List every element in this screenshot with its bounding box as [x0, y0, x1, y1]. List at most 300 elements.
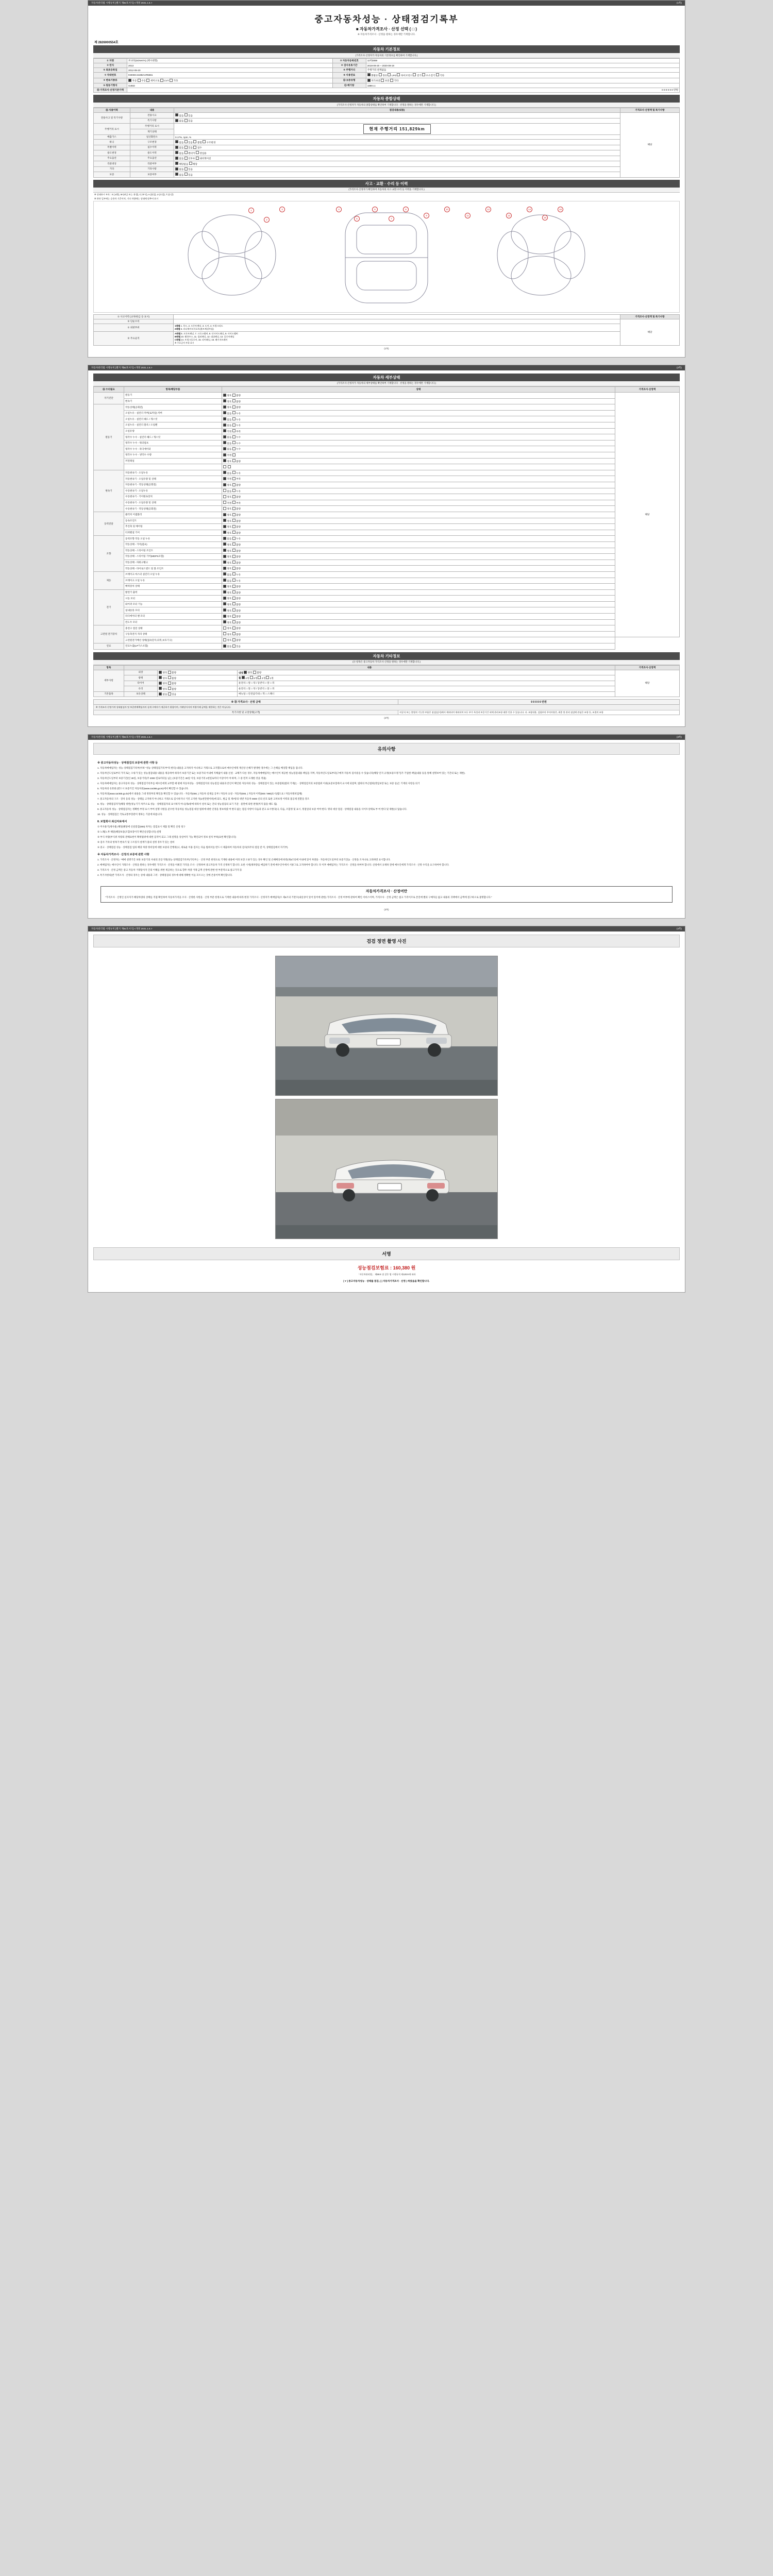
option[interactable]	[232, 532, 241, 534]
option[interactable]	[242, 677, 249, 680]
checkbox-icon[interactable]	[223, 608, 226, 612]
item-state[interactable]	[222, 571, 615, 578]
item-state[interactable]	[222, 512, 615, 518]
checkbox-icon[interactable]	[232, 537, 236, 540]
tuning-options[interactable]	[174, 140, 620, 145]
checkbox-icon[interactable]	[223, 602, 226, 605]
checkbox-icon[interactable]	[223, 525, 226, 528]
option[interactable]	[232, 562, 241, 564]
option[interactable]	[175, 146, 183, 149]
option[interactable]	[232, 496, 241, 498]
item-state[interactable]	[222, 584, 615, 590]
trans-option[interactable]	[138, 79, 146, 82]
item-state[interactable]	[222, 446, 615, 452]
fuel-option[interactable]	[413, 74, 421, 77]
main-options[interactable]	[174, 156, 620, 161]
item-state[interactable]	[222, 464, 615, 470]
history-options[interactable]	[174, 145, 620, 150]
option[interactable]	[175, 163, 188, 165]
checkbox-icon[interactable]	[232, 441, 236, 444]
checkbox-icon[interactable]	[232, 405, 236, 409]
checkbox-icon[interactable]	[266, 676, 269, 679]
option[interactable]	[223, 627, 231, 630]
item-state[interactable]	[222, 482, 615, 488]
option[interactable]	[168, 671, 176, 674]
checkbox-icon[interactable]	[159, 692, 162, 696]
checkbox-icon[interactable]	[232, 483, 236, 486]
option[interactable]	[223, 484, 231, 486]
option[interactable]	[223, 597, 231, 600]
checkbox-icon[interactable]	[175, 119, 178, 122]
checkbox-icon[interactable]	[242, 676, 245, 679]
checkbox-icon[interactable]	[223, 411, 226, 414]
checkbox-icon[interactable]	[379, 73, 382, 76]
fuel-option[interactable]	[436, 74, 444, 77]
option[interactable]	[223, 562, 231, 564]
checkbox-icon[interactable]	[223, 519, 226, 522]
option[interactable]	[223, 550, 231, 552]
checkbox-icon[interactable]	[168, 676, 171, 679]
option[interactable]	[223, 496, 231, 498]
checkbox-icon[interactable]	[232, 501, 236, 504]
option[interactable]	[232, 394, 241, 397]
option[interactable]	[232, 507, 241, 510]
checkbox-icon[interactable]	[223, 531, 226, 534]
item-state[interactable]	[222, 625, 615, 632]
checkbox-icon[interactable]	[223, 405, 226, 409]
option[interactable]	[232, 544, 241, 546]
option[interactable]	[253, 671, 261, 674]
checkbox-icon[interactable]	[168, 687, 171, 690]
item-state[interactable]	[222, 422, 615, 429]
checkbox-icon[interactable]	[223, 638, 226, 641]
option[interactable]	[232, 514, 241, 516]
checkbox-icon[interactable]	[223, 585, 226, 588]
other-basic-items[interactable]: 매뉴얼 □ 안전삼각대 □ 잭 □ 스패너	[238, 691, 615, 697]
checkbox-icon[interactable]	[223, 399, 226, 402]
option[interactable]	[223, 532, 231, 534]
checkbox-icon[interactable]	[422, 73, 425, 76]
checkbox-icon[interactable]	[175, 162, 178, 165]
checkbox-icon[interactable]	[232, 567, 236, 570]
checkbox-icon[interactable]	[223, 567, 226, 570]
option[interactable]	[223, 466, 227, 469]
option[interactable]	[223, 478, 231, 480]
option[interactable]	[232, 400, 241, 403]
item-state[interactable]	[222, 518, 615, 524]
option[interactable]	[232, 597, 241, 600]
option[interactable]	[232, 633, 241, 636]
checkbox-icon[interactable]	[184, 167, 188, 171]
checkbox-icon[interactable]	[193, 146, 196, 149]
option[interactable]	[223, 502, 231, 504]
checkbox-icon[interactable]	[232, 435, 236, 438]
item-state[interactable]	[222, 578, 615, 584]
checkbox-icon[interactable]	[232, 471, 236, 474]
option[interactable]	[223, 609, 231, 612]
option[interactable]	[223, 507, 231, 510]
checkbox-icon[interactable]	[184, 119, 188, 122]
fuel-option[interactable]	[397, 74, 412, 77]
other-glass-options[interactable]	[158, 686, 238, 692]
checkbox-icon[interactable]	[397, 73, 400, 76]
checkbox-icon[interactable]	[223, 477, 226, 480]
fuel-option[interactable]	[422, 74, 435, 77]
item-state[interactable]	[222, 601, 615, 607]
option[interactable]	[223, 567, 231, 570]
checkbox-icon[interactable]	[223, 626, 226, 630]
option[interactable]	[232, 615, 241, 618]
option[interactable]	[159, 682, 167, 685]
option[interactable]	[232, 580, 241, 582]
option[interactable]	[168, 682, 176, 685]
checkbox-icon[interactable]	[232, 632, 236, 635]
checkbox-icon[interactable]	[232, 626, 236, 630]
checkbox-icon[interactable]	[232, 453, 236, 456]
checkbox-icon[interactable]	[232, 507, 236, 510]
checkbox-icon[interactable]	[175, 140, 178, 143]
item-state[interactable]	[222, 494, 615, 500]
checkbox-icon[interactable]	[184, 140, 188, 143]
option[interactable]	[232, 609, 241, 612]
usechange-options[interactable]	[174, 150, 620, 156]
checkbox-icon[interactable]	[128, 79, 131, 82]
option[interactable]	[223, 615, 231, 618]
checkbox-icon[interactable]	[232, 447, 236, 450]
option[interactable]	[232, 406, 241, 409]
checkbox-icon[interactable]	[223, 615, 226, 618]
checkbox-icon[interactable]	[223, 645, 226, 648]
option[interactable]	[159, 693, 167, 696]
trans-option[interactable]	[146, 79, 159, 82]
item-state[interactable]	[222, 536, 615, 542]
checkbox-icon[interactable]	[232, 399, 236, 402]
option[interactable]	[184, 146, 193, 149]
item-state[interactable]	[222, 398, 615, 404]
other-tire-options[interactable]	[158, 681, 238, 686]
checkbox-icon[interactable]	[223, 441, 226, 444]
checkbox-icon[interactable]	[232, 394, 236, 397]
option[interactable]	[223, 603, 231, 606]
warranty-option[interactable]	[367, 79, 380, 82]
checkbox-icon[interactable]	[168, 692, 171, 696]
option[interactable]: 없음	[175, 120, 183, 122]
checkbox-icon[interactable]	[175, 113, 178, 116]
option[interactable]	[232, 520, 241, 522]
option[interactable]	[193, 141, 201, 144]
recall-options[interactable]	[174, 161, 620, 167]
other-basic-options[interactable]	[158, 691, 238, 697]
checkbox-icon[interactable]	[381, 79, 384, 82]
option[interactable]	[223, 412, 231, 415]
other-glass-pos[interactable]: 운전석 □ 앞 □ 뒤 / 동반석 □ 앞 □ 뒤	[238, 686, 615, 692]
extra-options[interactable]	[174, 166, 620, 172]
checkbox-icon[interactable]	[223, 394, 226, 397]
option[interactable]	[232, 537, 241, 540]
checkbox-icon[interactable]	[223, 555, 226, 558]
item-state[interactable]	[222, 434, 615, 440]
option[interactable]	[232, 454, 237, 456]
checkbox-icon[interactable]	[250, 676, 253, 679]
option[interactable]	[232, 645, 241, 648]
trans-options[interactable]	[127, 78, 333, 83]
checkbox-icon[interactable]	[223, 501, 226, 504]
option[interactable]	[223, 430, 231, 433]
option[interactable]	[203, 141, 215, 144]
checkbox-icon[interactable]	[175, 157, 178, 160]
item-state[interactable]	[222, 541, 615, 548]
other-polish-options[interactable]	[158, 675, 238, 681]
checkbox-icon[interactable]	[232, 555, 236, 558]
option[interactable]	[223, 418, 231, 421]
checkbox-icon[interactable]	[232, 645, 236, 648]
item-state[interactable]	[222, 500, 615, 506]
option[interactable]	[175, 157, 183, 160]
other-wheel[interactable]	[238, 675, 615, 681]
option[interactable]	[223, 442, 231, 445]
option[interactable]	[223, 526, 231, 528]
checkbox-icon[interactable]	[232, 549, 236, 552]
checkbox-icon[interactable]	[223, 417, 226, 420]
checkbox-icon[interactable]	[170, 79, 173, 82]
option[interactable]	[232, 627, 241, 630]
item-state[interactable]	[222, 637, 615, 643]
option[interactable]	[232, 621, 241, 624]
checkbox-icon[interactable]	[159, 682, 162, 685]
fuel-option[interactable]	[388, 74, 396, 77]
checkbox-icon[interactable]	[228, 465, 231, 468]
checkbox-icon[interactable]	[232, 519, 236, 522]
option[interactable]	[223, 424, 231, 427]
option[interactable]	[175, 152, 183, 155]
option[interactable]: 있음	[184, 168, 193, 171]
option[interactable]	[223, 555, 231, 558]
item-state[interactable]	[222, 416, 615, 422]
option[interactable]	[223, 591, 231, 594]
option[interactable]	[223, 400, 231, 403]
item-state[interactable]	[222, 524, 615, 530]
option[interactable]	[184, 157, 195, 160]
option[interactable]: 없음	[175, 174, 183, 176]
option[interactable]	[223, 490, 231, 493]
option[interactable]	[232, 436, 241, 438]
option[interactable]	[232, 460, 241, 463]
option[interactable]	[184, 141, 193, 144]
checkbox-icon[interactable]	[367, 79, 371, 82]
checkbox-icon[interactable]	[223, 489, 226, 492]
checkbox-icon[interactable]	[175, 167, 178, 171]
item-state[interactable]	[222, 643, 615, 650]
item-state[interactable]	[222, 530, 615, 536]
option[interactable]	[159, 688, 167, 690]
option[interactable]	[232, 418, 241, 421]
item-state[interactable]	[222, 488, 615, 494]
checkbox-icon[interactable]	[232, 429, 236, 432]
fuel-options[interactable]	[366, 73, 679, 78]
item-state[interactable]	[222, 506, 615, 512]
checkbox-icon[interactable]	[232, 638, 236, 641]
checkbox-icon[interactable]	[223, 597, 226, 600]
warranty-options[interactable]	[366, 78, 679, 83]
checkbox-icon[interactable]	[436, 73, 439, 76]
checkbox-icon[interactable]	[203, 140, 206, 143]
checkbox-icon[interactable]	[196, 151, 199, 154]
option[interactable]: 있음	[184, 120, 193, 122]
checkbox-icon[interactable]	[223, 620, 226, 623]
checkbox-icon[interactable]	[232, 615, 236, 618]
accident-options[interactable]	[174, 113, 620, 118]
trans-option[interactable]	[160, 79, 169, 82]
checkbox-icon[interactable]	[159, 676, 162, 679]
option[interactable]	[232, 490, 241, 493]
option[interactable]	[223, 460, 231, 463]
option[interactable]	[232, 478, 241, 480]
option[interactable]	[223, 514, 231, 516]
item-state[interactable]	[222, 476, 615, 482]
checkbox-icon[interactable]	[223, 423, 226, 427]
warranty-option[interactable]	[381, 79, 389, 82]
option[interactable]	[223, 573, 231, 576]
option[interactable]	[266, 677, 274, 680]
item-state[interactable]	[222, 607, 615, 614]
option[interactable]	[232, 442, 241, 445]
checkbox-icon[interactable]	[253, 671, 256, 674]
checkbox-icon[interactable]	[223, 543, 226, 546]
option[interactable]: 없음	[175, 168, 183, 171]
checkbox-icon[interactable]	[168, 671, 171, 674]
checkbox-icon[interactable]	[184, 151, 188, 154]
checkbox-icon[interactable]	[138, 79, 141, 82]
checkbox-icon[interactable]	[223, 435, 226, 438]
option[interactable]	[228, 466, 232, 469]
checkbox-icon[interactable]	[196, 157, 199, 160]
option[interactable]	[223, 633, 231, 636]
checkbox-icon[interactable]	[160, 79, 163, 82]
fuel-option[interactable]	[379, 74, 387, 77]
item-state[interactable]	[222, 548, 615, 554]
checkbox-icon[interactable]	[232, 543, 236, 546]
checkbox-icon[interactable]	[232, 513, 236, 516]
option[interactable]	[193, 146, 201, 149]
option[interactable]	[159, 671, 167, 674]
item-state[interactable]	[222, 614, 615, 620]
option[interactable]	[223, 537, 231, 540]
checkbox-icon[interactable]	[223, 459, 226, 462]
checkbox-icon[interactable]	[223, 495, 226, 498]
option[interactable]	[232, 573, 241, 576]
checkbox-icon[interactable]	[223, 471, 226, 474]
checkbox-icon[interactable]	[223, 483, 226, 486]
fuel-option[interactable]	[367, 74, 378, 77]
warranty-check[interactable]	[174, 172, 620, 178]
item-state[interactable]	[222, 410, 615, 416]
option[interactable]	[232, 591, 241, 594]
checkbox-icon[interactable]	[184, 113, 188, 116]
checkbox-icon[interactable]	[390, 79, 393, 82]
option[interactable]	[232, 430, 241, 433]
checkbox-icon[interactable]	[232, 590, 236, 594]
checkbox-icon[interactable]	[232, 531, 236, 534]
checkbox-icon[interactable]	[232, 525, 236, 528]
option[interactable]	[223, 394, 231, 397]
other-exterior-options[interactable]	[158, 670, 238, 675]
option[interactable]	[223, 645, 231, 648]
other-tire-pos[interactable]: 운전석 □ 앞 □ 뒤 / 동반석 □ 앞 □ 뒤	[238, 681, 615, 686]
checkbox-icon[interactable]	[223, 507, 226, 510]
option[interactable]	[223, 621, 231, 624]
checkbox-icon[interactable]	[232, 585, 236, 588]
checkbox-icon[interactable]	[175, 173, 178, 176]
option[interactable]	[232, 567, 241, 570]
checkbox-icon[interactable]	[189, 162, 192, 165]
trans-option[interactable]	[170, 79, 178, 82]
option[interactable]	[223, 406, 231, 409]
checkbox-icon[interactable]	[184, 157, 188, 160]
car-damage-diagram[interactable]	[93, 201, 680, 313]
item-state[interactable]	[222, 631, 615, 637]
checkbox-icon[interactable]	[223, 465, 226, 468]
checkbox-icon[interactable]	[223, 590, 226, 594]
item-state[interactable]	[222, 554, 615, 560]
option[interactable]	[232, 585, 241, 588]
option[interactable]	[189, 163, 197, 165]
checkbox-icon[interactable]	[223, 549, 226, 552]
option[interactable]	[168, 677, 176, 680]
option[interactable]: 있음	[184, 174, 193, 176]
item-state[interactable]	[222, 440, 615, 446]
option[interactable]	[223, 544, 231, 546]
option[interactable]	[232, 448, 241, 450]
item-state[interactable]	[222, 566, 615, 572]
item-state[interactable]	[222, 589, 615, 596]
option[interactable]	[184, 114, 193, 117]
option[interactable]	[258, 677, 265, 680]
option[interactable]	[223, 436, 231, 438]
option[interactable]	[223, 580, 231, 582]
option[interactable]	[232, 639, 241, 641]
checkbox-icon[interactable]	[159, 671, 162, 674]
checkbox-icon[interactable]	[232, 411, 236, 414]
option[interactable]	[196, 157, 211, 160]
option[interactable]	[232, 502, 241, 504]
checkbox-icon[interactable]	[175, 146, 178, 149]
checkbox-icon[interactable]	[184, 146, 188, 149]
option[interactable]	[223, 520, 231, 522]
trans-option[interactable]	[128, 79, 137, 82]
checkbox-icon[interactable]	[223, 513, 226, 516]
option[interactable]	[196, 152, 207, 155]
checkbox-icon[interactable]	[232, 477, 236, 480]
item-state[interactable]	[222, 452, 615, 459]
item-state[interactable]	[222, 596, 615, 602]
option[interactable]	[232, 424, 241, 427]
checkbox-icon[interactable]	[258, 676, 261, 679]
item-state[interactable]	[222, 393, 615, 399]
option[interactable]	[168, 693, 176, 696]
option[interactable]	[232, 484, 241, 486]
item-state[interactable]	[222, 458, 615, 464]
checkbox-icon[interactable]	[223, 632, 226, 635]
option[interactable]	[232, 472, 241, 474]
option[interactable]	[232, 526, 241, 528]
warranty-option[interactable]	[390, 79, 398, 82]
checkbox-icon[interactable]	[388, 73, 391, 76]
option[interactable]	[232, 550, 241, 552]
checkbox-icon[interactable]	[146, 79, 149, 82]
special-options[interactable]	[174, 118, 620, 124]
checkbox-icon[interactable]	[232, 561, 236, 564]
checkbox-icon[interactable]	[223, 453, 226, 456]
